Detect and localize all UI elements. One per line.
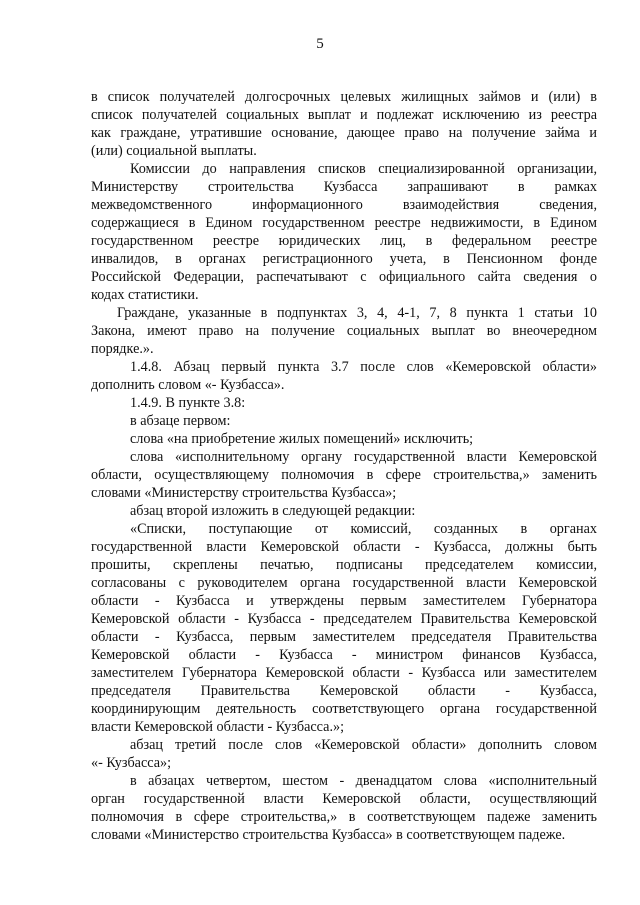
text-line: как граждане, утратившие основание, дающее право на получение займа и [91,125,597,141]
text-line: Кемеровской области - Кузбасса - председателем Правительства Кемеровской [91,611,597,627]
page-number: 5 [316,36,324,52]
text-line: Кемеровской области - Кузбасса - министром финансов Кузбасса, [91,647,597,663]
text-line: словами «Министерству строительства Кузбасса»; [91,485,397,501]
text-line: инвалидов, в органах регистрационного учета, в Пенсионном фонде [91,251,597,267]
text-line: прошиты, скреплены печатью, подписаны председателем комиссии, [91,557,597,573]
text-line: дополнить словом «- Кузбасса». [91,377,285,393]
paragraph-first-line: слова «на приобретение жилых помещений» исключить; [130,431,474,447]
text-line: межведомственного информационного взаимодействия сведения, [91,197,597,213]
text-line: орган государственной власти Кемеровской области, осуществляющий [91,791,597,807]
text-line: Российской Федерации, распечатывают с официального сайта сведения о [91,269,597,285]
text-line: «- Кузбасса»; [91,755,172,771]
text-line: словами «Министерство строительства Кузбасса» в соответствующем падеже. [91,827,566,843]
text-line: координирующим деятельность соответствующего органа государственной [91,701,597,717]
paragraph-first-line: Граждане, указанные в подпунктах 3, 4, 4-1, 7, 8 пункта 1 статьи 10 [117,305,597,321]
paragraph-first-line: абзац второй изложить в следующей редакции: [130,503,416,519]
text-line: области - Кузбасса и утверждены первым заместителем Губернатора [91,593,597,609]
text-line: Министерству строительства Кузбасса запрашивают в рамках [91,179,597,195]
text-line: полномочия в сфере строительства,» в соответствующем падеже заменить [91,809,597,825]
paragraph-first-line: 1.4.8. Абзац первый пункта 3.7 после слов «Кемеровской области» [130,359,597,375]
text-line: порядке.». [91,341,154,357]
text-line: председателя Правительства Кемеровской области - Кузбасса, [91,683,597,699]
text-line: содержащиеся в Едином государственном реестре недвижимости, в Едином [91,215,597,231]
text-line: государственной власти Кемеровской области - Кузбасса, должны быть [91,539,597,555]
text-line: государственном реестре юридических лиц, в федеральном реестре [91,233,597,249]
text-line: кодах статистики. [91,287,199,303]
text-line: Закона, имеют право на получение социальных выплат во внеочередном [91,323,597,339]
text-line: согласованы с руководителем органа государственной власти Кемеровской [91,575,597,591]
text-line: власти Кемеровской области - Кузбасса.»; [91,719,345,735]
paragraph-first-line: Комиссии до направления списков специализированной организации, [130,161,597,177]
text-line: области - Кузбасса, первым заместителем председателя Правительства [91,629,597,645]
text-line: список получателей социальных выплат и подлежат исключению из реестра [91,107,597,123]
text-line: (или) социальной выплаты. [91,143,257,159]
paragraph-first-line: слова «исполнительному органу государственной власти Кемеровской [130,449,597,465]
paragraph-first-line: в абзацах четвертом, шестом - двенадцатом слова «исполнительный [130,773,597,789]
paragraph-first-line: абзац третий после слов «Кемеровской области» дополнить словом [130,737,597,753]
text-line: области, осуществляющему полномочия в сфере строительства,» заменить [91,467,597,483]
paragraph-first-line: в абзаце первом: [130,413,231,429]
text-line: в список получателей долгосрочных целевых жилищных займов и (или) в [91,89,597,105]
paragraph-first-line: 1.4.9. В пункте 3.8: [130,395,246,411]
text-line: заместителем Губернатора Кемеровской области - Кузбасса или заместителем [91,665,597,681]
paragraph-first-line: «Списки, поступающие от комиссий, созданных в органах [130,521,597,537]
